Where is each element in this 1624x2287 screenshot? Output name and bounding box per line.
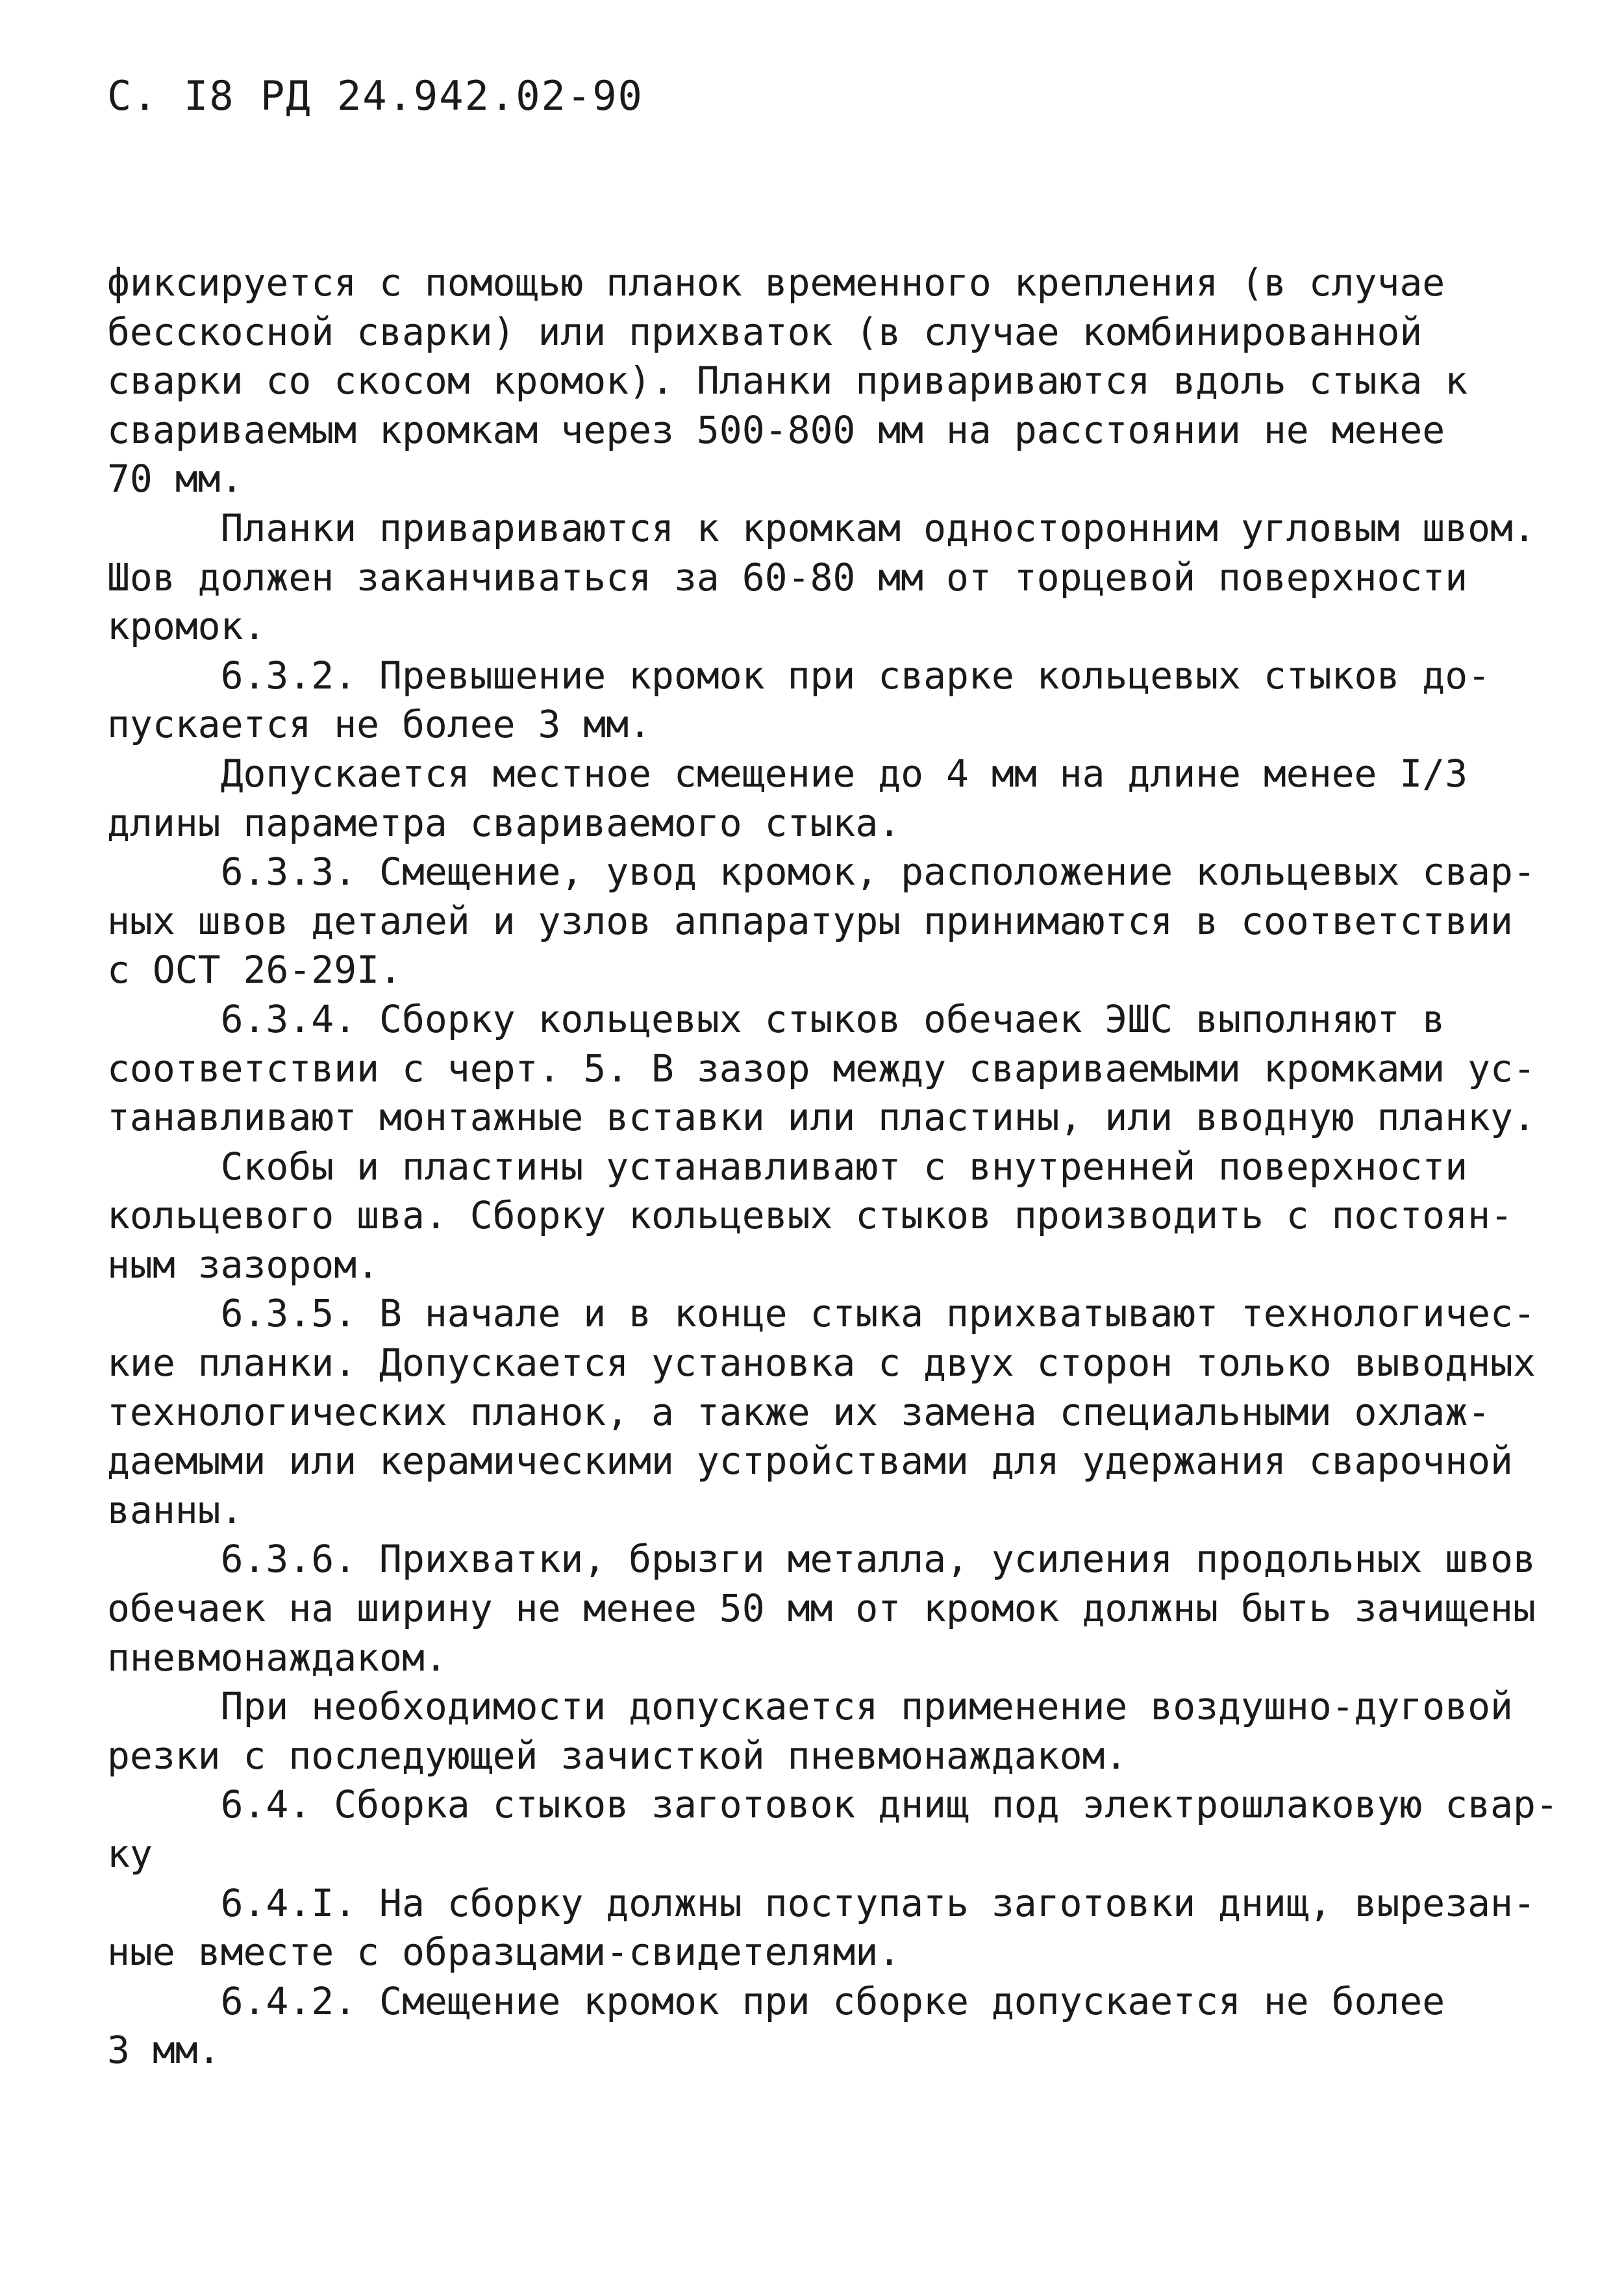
text-line: ных швов деталей и узлов аппаратуры принимаются в соответствии [107, 898, 1513, 943]
text-line: бесскосной сварки) или прихваток (в случае комбинированной [107, 309, 1423, 354]
text-line: пускается не более 3 мм. [107, 702, 652, 747]
text-line: Допускается местное смещение до 4 мм на длине менее I/3 [107, 751, 1468, 796]
text-line: Планки привариваются к кромкам односторонним угловым швом. [107, 505, 1536, 550]
text-line: 6.3.4. Сборку кольцевых стыков обечаек ЭШС выполняют в [107, 996, 1445, 1041]
text-line: 6.3.6. Прихватки, брызги металла, усиления продольных швов [107, 1537, 1536, 1582]
text-line: резки с последующей зачисткой пневмонаждаком. [107, 1733, 1128, 1778]
text-line: 6.3.2. Превышение кромок при сварке кольцевых стыков до- [107, 653, 1491, 698]
text-line: 6.3.5. В начале и в конце стыка прихватывают технологичес- [107, 1291, 1536, 1336]
text-line: сварки со скосом кромок). Планки привариваются вдоль стыка к [107, 359, 1468, 403]
text-line: ванны. [107, 1487, 244, 1532]
page-header: С. I8 РД 24.942.02-90 [107, 72, 643, 120]
text-line: танавливают монтажные вставки или пластины, или вводную планку. [107, 1095, 1536, 1140]
text-line: Скобы и пластины устанавливают с внутренней поверхности [107, 1144, 1468, 1189]
text-line: 6.4.I. На сборку должны поступать заготовки днищ, вырезан- [107, 1880, 1536, 1925]
text-line: кие планки. Допускается установка с двух сторон только выводных [107, 1341, 1536, 1385]
text-line: пневмонаждаком. [107, 1635, 447, 1680]
text-line: ные вместе с образцами-свидетелями. [107, 1930, 901, 1975]
text-line: При необходимости допускается применение воздушно-дуговой [107, 1684, 1513, 1729]
text-line: 6.3.3. Смещение, увод кромок, расположение кольцевых свар- [107, 850, 1536, 894]
text-line: обечаек на ширину не менее 50 мм от кромок должны быть зачищены [107, 1586, 1536, 1631]
text-line: технологических планок, а также их замена специальными охлаж- [107, 1389, 1491, 1434]
text-line: ку [107, 1832, 153, 1876]
text-line: кромок. [107, 604, 266, 649]
text-line: фиксируется с помощью планок временного крепления (в случае [107, 260, 1445, 305]
text-line: соответствии с черт. 5. В зазор между свариваемыми кромками ус- [107, 1046, 1536, 1091]
text-line: Шов должен заканчиваться за 60-80 мм от торцевой поверхности [107, 555, 1468, 600]
body-text [107, 259, 1558, 2075]
text-line: кольцевого шва. Сборку кольцевых стыков производить с постоян- [107, 1193, 1513, 1238]
text-line: ным зазором. [107, 1242, 380, 1287]
text-line: длины параметра свариваемого стыка. [107, 800, 901, 845]
text-line: с ОСТ 26-29I. [107, 948, 402, 992]
text-line: 3 мм. [107, 2028, 221, 2073]
text-line: 70 мм. [107, 457, 244, 501]
text-line: даемыми или керамическими устройствами для удержания сварочной [107, 1439, 1513, 1484]
text-line: 6.4. Сборка стыков заготовок днищ под электрошлаковую свар- [107, 1782, 1558, 1827]
text-line: 6.4.2. Смещение кромок при сборке допускается не более [107, 1978, 1445, 2023]
text-line: свариваемым кромкам через 500-800 мм на расстоянии не менее [107, 407, 1445, 452]
